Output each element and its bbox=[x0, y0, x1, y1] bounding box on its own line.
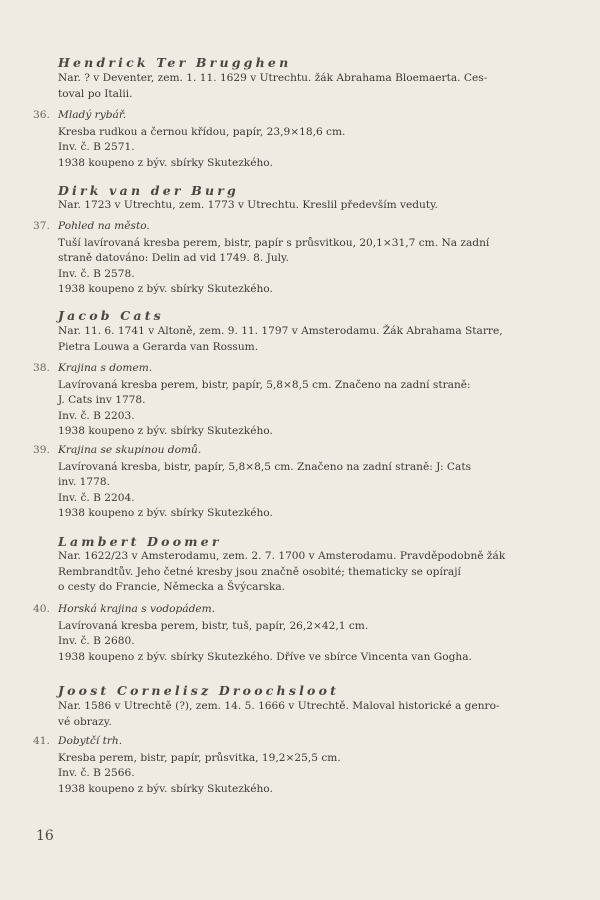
work-title: Krajina se skupinou domů. bbox=[58, 444, 202, 456]
artist-bio-line: Nar. 1723 v Utrechtu, zem. 1773 v Utrechtu. Kreslil především veduty. bbox=[58, 199, 439, 211]
artist-bio-line: Nar. ? v Deventer, zem. 1. 11. 1629 v Utrechtu. žák Abrahama Bloemaerta. Ces- bbox=[58, 72, 488, 84]
work-detail-line: 1938 koupeno z býv. sbírky Skutezkého. bbox=[58, 283, 273, 296]
work-title: Mladý rybář. bbox=[58, 109, 127, 121]
catalog-number: 36. bbox=[33, 109, 50, 121]
work-detail-line: Lavírovaná kresba perem, bistr, tuš, papír, 26,2×42,1 cm. bbox=[58, 619, 369, 632]
artist-bio-line: Pietra Louwa a Gerarda van Rossum. bbox=[58, 340, 259, 353]
catalog-number: 37. bbox=[33, 220, 50, 232]
work-title: Krajina s domem. bbox=[58, 362, 153, 374]
artist-name: Dirk van der Burg bbox=[58, 183, 239, 198]
work-title: Horská krajina s vodopádem. bbox=[58, 603, 216, 615]
work-detail-line: Tuší lavírovaná kresba perem, bistr, papír s průsvitkou, 20,1×31,7 cm. Na zadní bbox=[58, 236, 490, 249]
work-detail-line: Kresba perem, bistr, papír, průsvitka, 19,2×25,5 cm. bbox=[58, 751, 341, 764]
catalog-number: 38. bbox=[33, 362, 50, 374]
work-detail-line: 1938 koupeno z býv. sbírky Skutezkého. bbox=[58, 156, 273, 169]
work-detail-line: Kresba rudkou a černou křídou, papír, 23,9×18,6 cm. bbox=[58, 125, 346, 138]
work-detail-line: Inv. č. B 2571. bbox=[58, 141, 135, 154]
work-detail-line: straně datováno: Delin ad vid 1749. 8. July. bbox=[58, 252, 289, 265]
artist-name: Joost Cornelisz Droochsloot bbox=[58, 683, 340, 698]
work-detail-line: Lavírovaná kresba perem, bistr, papír, 5,8×8,5 cm. Značeno na zadní straně: bbox=[58, 378, 471, 391]
work-detail-line: 1938 koupeno z býv. sbírky Skutezkého. bbox=[58, 425, 273, 438]
work-detail-line: Inv. č. B 2203. bbox=[58, 409, 135, 422]
artist-name: Lambert Doomer bbox=[58, 534, 222, 549]
work-detail-line: Inv. č. B 2204. bbox=[58, 491, 135, 504]
artist-bio-line: Nar. 11. 6. 1741 v Altoně, zem. 9. 11. 1797 v Amsterodamu. Žák Abrahama Starre, bbox=[58, 325, 503, 337]
work-detail-line: 1938 koupeno z býv. sbírky Skutezkého. Dříve ve sbírce Vincenta van Gogha. bbox=[58, 650, 472, 663]
work-title: Pohled na město. bbox=[58, 220, 150, 232]
page-number: 16 bbox=[36, 828, 54, 844]
catalog-number: 41. bbox=[33, 735, 50, 747]
artist-bio-line: Nar. 1622/23 v Amsterodamu, zem. 2. 7. 1700 v Amsterodamu. Pravděpodobně žák bbox=[58, 550, 506, 562]
artist-bio-line: Rembrandtův. Jeho četné kresby jsou značně osobité; thematicky se opírají bbox=[58, 565, 461, 578]
artist-bio-line: Nar. 1586 v Utrechtě (?), zem. 14. 5. 1666 v Utrechtě. Maloval historické a genro- bbox=[58, 700, 500, 712]
catalog-number: 40. bbox=[33, 603, 50, 615]
work-detail-line: J. Cats inv 1778. bbox=[58, 394, 146, 407]
work-detail-line: 1938 koupeno z býv. sbírky Skutezkého. bbox=[58, 507, 273, 520]
artist-name: Hendrick Ter Brugghen bbox=[58, 55, 292, 70]
work-title: Dobytčí trh. bbox=[58, 735, 123, 747]
artist-bio-line: o cesty do Francie, Německa a Švýcarska. bbox=[58, 581, 286, 594]
work-detail-line: 1938 koupeno z býv. sbírky Skutezkého. bbox=[58, 782, 273, 795]
work-detail-line: Inv. č. B 2680. bbox=[58, 635, 135, 648]
work-detail-line: inv. 1778. bbox=[58, 476, 111, 489]
work-detail-line: Inv. č. B 2578. bbox=[58, 267, 135, 280]
artist-name: Jacob Cats bbox=[58, 308, 164, 323]
catalog-number: 39. bbox=[33, 444, 50, 456]
work-detail-line: Inv. č. B 2566. bbox=[58, 767, 135, 780]
artist-bio-line: toval po Italii. bbox=[58, 87, 133, 100]
artist-bio-line: vé obrazy. bbox=[58, 715, 112, 728]
work-detail-line: Lavírovaná kresba, bistr, papír, 5,8×8,5 cm. Značeno na zadní straně: J: Cats bbox=[58, 460, 472, 473]
